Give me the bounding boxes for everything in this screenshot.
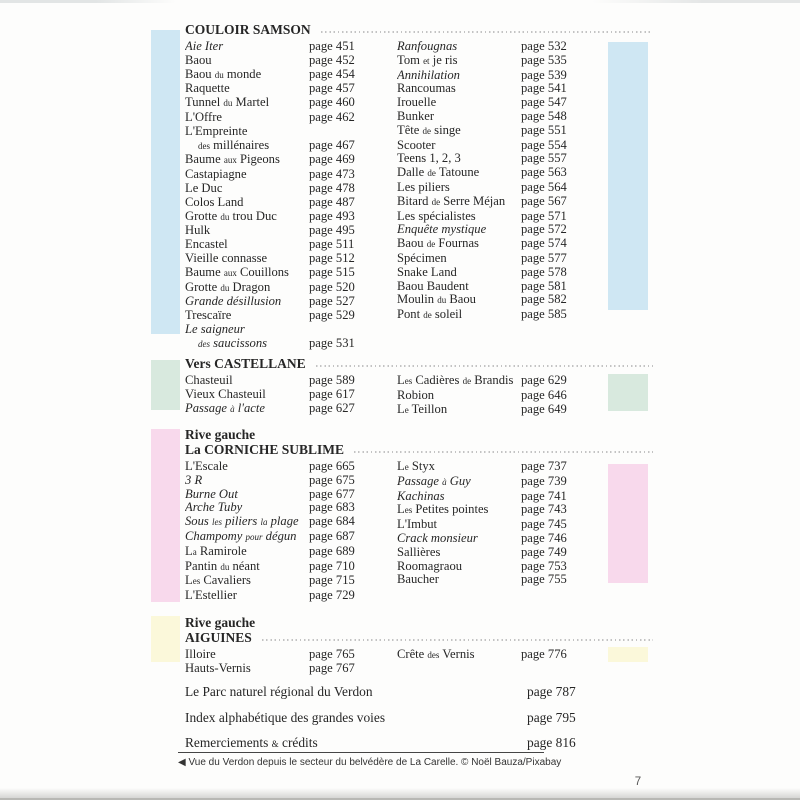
toc-entry (185, 501, 375, 515)
page-ref: page 765 (309, 647, 355, 661)
color-bar-corniche-left (151, 429, 180, 602)
toc-entry (185, 182, 375, 196)
route-name: Raquette (185, 82, 230, 96)
small-particle: du (437, 295, 447, 306)
route-name: Teens 1, 2, 3 (397, 152, 461, 166)
toc-entry (397, 181, 587, 195)
small-particle: de (423, 310, 432, 321)
toc-entry (397, 195, 587, 210)
page-ref: page 574 (521, 236, 567, 251)
small-particle: les (211, 517, 222, 528)
route-name: Robion (397, 388, 435, 402)
toc-entry (185, 560, 375, 575)
page-ref: page 665 (309, 459, 355, 473)
toc-entry (185, 153, 375, 168)
dotted-leader (321, 31, 653, 33)
column-right (397, 374, 587, 417)
toc-entry (397, 532, 587, 546)
route-name: Tête de singe (397, 123, 461, 137)
route-name: Annihilation (397, 68, 460, 82)
page-ref: page 683 (309, 500, 355, 515)
scan-edge-top (0, 0, 800, 3)
page-ref: page 729 (309, 588, 355, 603)
toc-entry (185, 545, 375, 560)
small-particle: & (271, 739, 279, 749)
route-name: Baou du monde (185, 67, 262, 81)
route-name: Passage à Guy (397, 474, 471, 488)
route-name: Rancoumas (397, 82, 456, 96)
toc-entry (397, 210, 587, 224)
page-ref: page 675 (309, 472, 355, 487)
route-name: Moulin du Baou (397, 293, 476, 307)
toc-entry (185, 402, 375, 417)
page-ref: page 767 (309, 660, 355, 675)
page-ref: page 689 (309, 543, 355, 558)
route-name: Vieux Chasteuil (185, 387, 266, 401)
small-particle: aux (223, 267, 237, 278)
page-ref: page 493 (309, 208, 355, 223)
small-particle: à (230, 403, 235, 414)
page-ref: page 515 (309, 264, 355, 279)
page-ref: page 478 (309, 180, 355, 195)
small-particle: a (192, 546, 197, 557)
route-name: Castapiagne (185, 168, 247, 182)
page-ref: page 649 (521, 401, 567, 416)
small-particle: du (220, 561, 230, 572)
route-name: Baume aux Couillons (185, 265, 289, 279)
route-name: Irouelle (397, 96, 437, 110)
entry-columns (185, 374, 655, 417)
toc-entry (185, 139, 375, 154)
dotted-leader (316, 365, 653, 367)
route-name: Le Styx (397, 460, 435, 473)
route-name: Roomagraou (397, 559, 463, 573)
route-name: Le Teillon (397, 402, 448, 416)
route-name: Encastel (185, 238, 228, 252)
page-ref: page 627 (309, 400, 355, 415)
toc-entry (397, 389, 587, 403)
section-title: COULOIR SAMSON (185, 22, 311, 37)
route-name: Passage à l'acte (185, 401, 265, 415)
toc-entry (185, 125, 375, 139)
column-left (185, 374, 375, 417)
toc-entry (397, 503, 587, 518)
page-ref: page 512 (309, 250, 355, 265)
route-name: Sous les piliers la plage (185, 515, 299, 529)
footnote-rule (178, 752, 544, 753)
toc-entry (185, 589, 375, 603)
route-name: des millénaires (198, 138, 270, 152)
page-ref: page 745 (521, 517, 567, 532)
route-name: L'Imbut (397, 518, 438, 532)
toc-entry (185, 474, 375, 488)
page-ref: page 451 (309, 39, 355, 53)
small-particle: du (214, 69, 224, 80)
route-name: Scooter (397, 138, 436, 152)
small-particle: des (427, 650, 440, 660)
toc-entry (397, 490, 587, 504)
route-name: Trescaïre (185, 309, 232, 323)
dotted-leader (262, 639, 653, 641)
page-ref: page 741 (521, 488, 567, 503)
toc-entry (397, 54, 587, 69)
small-particle: à (442, 476, 447, 487)
route-name: Crack monsieur (397, 531, 478, 545)
photo-credit-footnote: ◀ Vue du Verdon depuis le secteur du belvédère de La Carelle. © Noël Bauza/Pixabay (178, 757, 562, 768)
page-ref: page 532 (521, 39, 567, 53)
toc-entry (185, 54, 375, 68)
page-ref (309, 323, 375, 337)
page-ref: page 746 (521, 530, 567, 545)
toc-entry (185, 224, 375, 238)
route-name: Ranfougnas (397, 40, 458, 53)
small-particle: des (198, 338, 210, 349)
toc-entry (185, 648, 375, 662)
page-ref: page 473 (309, 167, 355, 182)
toc-entry (397, 573, 587, 587)
route-name: Pont de soleil (397, 308, 463, 322)
route-name: Aie Iter (185, 40, 224, 53)
route-name: L'Escale (185, 460, 228, 473)
toc-entry (397, 139, 587, 153)
route-name: Baucher (397, 573, 439, 587)
toc-entry (185, 374, 375, 388)
route-name: Bunker (397, 109, 435, 123)
small-particle: es (404, 505, 413, 516)
toc-entry (185, 266, 375, 281)
route-name: Bitard de Serre Méjan (397, 194, 506, 208)
page-ref: page 578 (521, 264, 567, 279)
entry-columns (185, 648, 655, 676)
bottom-link-row (185, 710, 655, 725)
toc-entry (185, 210, 375, 225)
page-ref: page 577 (521, 250, 567, 265)
route-name: Le Duc (185, 181, 223, 195)
route-name: Tunnel du Martel (185, 96, 270, 110)
route-name: Arche Tuby (185, 501, 243, 515)
page-ref: page 539 (521, 67, 567, 82)
bottom-links (185, 684, 655, 763)
small-particle: du (220, 282, 230, 293)
route-name: Enquête mystique (397, 223, 487, 237)
section-title: AIGUINES (185, 630, 252, 645)
column-left (185, 460, 375, 603)
route-name: Vieille connasse (185, 251, 268, 265)
route-name: Le saigneur (185, 322, 245, 336)
bottom-link-row (185, 735, 655, 752)
page-ref: page 585 (521, 307, 567, 322)
small-particle: du (223, 98, 233, 109)
page-ref: page 687 (309, 528, 355, 543)
page-ref: page 743 (521, 502, 567, 517)
route-name: Pantin du néant (185, 559, 260, 573)
route-name: Dalle de Tatoune (397, 166, 480, 180)
toc-entry (185, 574, 375, 589)
route-name: Baou (185, 53, 212, 67)
page-ref: page 816 (527, 735, 576, 750)
route-name: Crête des Vernis (397, 648, 475, 661)
page-ref: page 548 (521, 108, 567, 123)
page-ref (309, 125, 375, 139)
small-particle: de (427, 168, 436, 179)
route-name: Grande désillusion (185, 295, 282, 309)
page-ref: page 755 (521, 572, 567, 587)
page-ref: page 572 (521, 222, 567, 237)
toc-entry (185, 662, 375, 676)
section-corniche (185, 427, 655, 603)
small-particle: de (462, 376, 472, 386)
toc-entry (397, 223, 587, 237)
page-ref: page 454 (309, 66, 355, 81)
route-name: des saucissons (198, 336, 268, 350)
section-castellane (185, 356, 655, 417)
route-name: Hulk (185, 224, 211, 238)
toc-entry (185, 238, 375, 252)
toc-entry (397, 266, 587, 280)
toc-entry (185, 168, 375, 182)
toc-entry (185, 68, 375, 83)
toc-entry (397, 237, 587, 252)
route-name: Baou de Fournas (397, 237, 479, 251)
page-ref: page 564 (521, 179, 567, 194)
route-name: Les Petites pointes (397, 503, 489, 517)
entry-columns (185, 40, 655, 352)
small-particle: de (422, 125, 432, 136)
toc-entry (397, 475, 587, 490)
page-ref: page 646 (521, 387, 567, 402)
small-particle: es (404, 376, 413, 386)
small-particle: e (404, 404, 409, 415)
toc-entry (185, 40, 375, 54)
column-left (185, 648, 375, 676)
small-particle: es (192, 576, 201, 587)
route-name: Baume aux Pigeons (185, 153, 280, 167)
toc-entry (185, 82, 375, 96)
page-ref: page 684 (309, 514, 355, 529)
page-ref: page 563 (521, 165, 567, 180)
section-couloir-samson (185, 22, 655, 352)
page-ref: page 571 (521, 208, 567, 223)
page-ref: page 677 (309, 486, 355, 501)
toc-entry (185, 488, 375, 502)
page-ref: page 739 (521, 473, 567, 488)
toc-entry (397, 546, 587, 560)
page-ref: page 527 (309, 294, 355, 309)
route-name: Grotte du Dragon (185, 280, 271, 294)
bottom-link-label: Le Parc naturel régional du Verdon (185, 684, 373, 699)
page-ref: page 554 (521, 137, 567, 152)
toc-entry (397, 40, 587, 54)
section-title-row (185, 22, 655, 37)
toc-entry (397, 293, 587, 308)
bottom-link-label: Remerciements & crédits (185, 735, 318, 750)
toc-entry (185, 252, 375, 266)
toc-entry (397, 560, 587, 574)
page-ref: page 547 (521, 95, 567, 110)
route-name: Colos Land (185, 195, 244, 209)
route-name: Les piliers (397, 180, 450, 194)
page-ref: page 469 (309, 152, 355, 167)
toc-entry (397, 403, 587, 418)
page-ref: page 457 (309, 81, 355, 96)
dotted-leader (354, 451, 653, 453)
route-name: Tom et je ris (397, 53, 458, 67)
toc-entry (185, 337, 375, 352)
page-ref: page 776 (521, 647, 567, 661)
route-name: 3 R (185, 473, 203, 487)
toc-entry (185, 460, 375, 474)
small-particle: du (220, 211, 230, 222)
page-ref: page 541 (521, 81, 567, 96)
toc-entry (397, 96, 587, 110)
page-ref: page 710 (309, 558, 355, 573)
color-bar-aiguines-left (151, 616, 180, 662)
section-aiguines (185, 615, 655, 676)
bottom-link-label: Index alphabétique des grandes voies (185, 709, 386, 725)
route-name: L'Offre (185, 110, 223, 124)
toc-entry (185, 295, 375, 309)
page-ref: page 551 (521, 122, 567, 137)
route-name: Champomy pour dégun (185, 529, 297, 543)
toc-entry (397, 518, 587, 532)
page-ref: page 795 (527, 709, 576, 725)
page-ref: page 749 (521, 544, 567, 559)
page-ref: page 787 (527, 684, 576, 699)
route-name: Illoire (185, 648, 216, 661)
route-name: Hauts-Vernis (185, 661, 251, 675)
section-title: La CORNICHE SUBLIME (185, 442, 345, 457)
section-title: Vers CASTELLANE (185, 356, 306, 371)
page-ref: page 531 (309, 335, 355, 350)
page-ref: page 495 (309, 223, 355, 238)
page-ref: page 629 (521, 373, 567, 387)
toc-entry (185, 388, 375, 402)
toc-entry (185, 309, 375, 323)
route-name: Les Cadières de Brandis (397, 374, 514, 387)
small-particle: de (426, 239, 436, 250)
route-name: Chasteuil (185, 374, 233, 387)
section-title-row (185, 630, 655, 645)
page-ref: page 567 (521, 193, 567, 208)
toc-entry (397, 280, 587, 294)
toc-entry (185, 111, 375, 125)
page-ref: page 487 (309, 194, 355, 209)
page-ref: page 535 (521, 52, 567, 67)
route-name: Baou Baudent (397, 279, 469, 293)
route-name: Sallières (397, 545, 441, 559)
color-bar-couloir-samson-left (151, 30, 180, 334)
entry-columns (185, 460, 655, 603)
page-ref: page 753 (521, 558, 567, 573)
route-name: L'Empreinte (185, 124, 248, 138)
toc-entry (397, 252, 587, 266)
small-particle: aux (223, 155, 237, 166)
toc-entry (397, 308, 587, 323)
column-right (397, 460, 587, 603)
route-name: Snake Land (397, 265, 457, 279)
toc-entry (397, 124, 587, 139)
color-bar-castellane-left (151, 360, 180, 410)
section-title-row (185, 442, 655, 457)
toc-entry (185, 281, 375, 296)
toc-entry (397, 648, 587, 663)
page-ref: page 737 (521, 459, 567, 473)
toc-entry (397, 110, 587, 124)
page-ref: page 520 (309, 279, 355, 294)
page-ref: page 715 (309, 573, 355, 588)
section-pretitle: Rive gauche (185, 427, 256, 442)
small-particle: des (198, 140, 210, 151)
page-ref: page 582 (521, 292, 567, 307)
small-particle: et (423, 55, 430, 66)
page-ref: page 452 (309, 52, 355, 67)
toc-entry (185, 530, 375, 545)
toc-entry (185, 96, 375, 111)
toc-entry (185, 323, 375, 337)
route-name: Grotte du trou Duc (185, 209, 277, 223)
route-name: Burne Out (185, 487, 238, 501)
page-ref: page 589 (309, 373, 355, 387)
page-ref: page 467 (309, 137, 355, 152)
toc-entry (397, 152, 587, 166)
route-name: Spécimen (397, 251, 447, 265)
section-title-row (185, 356, 655, 371)
toc-entry (397, 82, 587, 96)
page-ref: page 617 (309, 386, 355, 401)
bottom-link-row (185, 684, 655, 699)
page-ref: page 511 (309, 237, 355, 252)
small-particle: la (260, 517, 268, 528)
toc-entry (397, 374, 587, 389)
page-ref: page 462 (309, 109, 355, 124)
route-name: L'Estellier (185, 589, 237, 603)
toc-entry (185, 515, 375, 530)
toc-entry (185, 196, 375, 210)
column-right (397, 40, 587, 352)
toc-entry (397, 166, 587, 181)
column-right (397, 648, 587, 676)
route-name: La Ramirole (185, 544, 247, 558)
small-particle: pour (245, 531, 263, 542)
toc-entry (397, 460, 587, 475)
small-particle: e (404, 462, 409, 472)
page-ref: page 581 (521, 278, 567, 293)
page-ref: page 529 (309, 308, 355, 323)
toc-entry (397, 69, 587, 83)
column-left (185, 40, 375, 352)
section-pretitle: Rive gauche (185, 615, 256, 630)
route-name: Kachinas (397, 489, 445, 503)
small-particle: de (431, 196, 441, 207)
page-number: 7 (634, 776, 642, 788)
route-name: Les spécialistes (397, 209, 476, 223)
page-ref: page 557 (521, 151, 567, 166)
route-name: Les Cavaliers (185, 574, 251, 588)
page-ref: page 460 (309, 95, 355, 110)
